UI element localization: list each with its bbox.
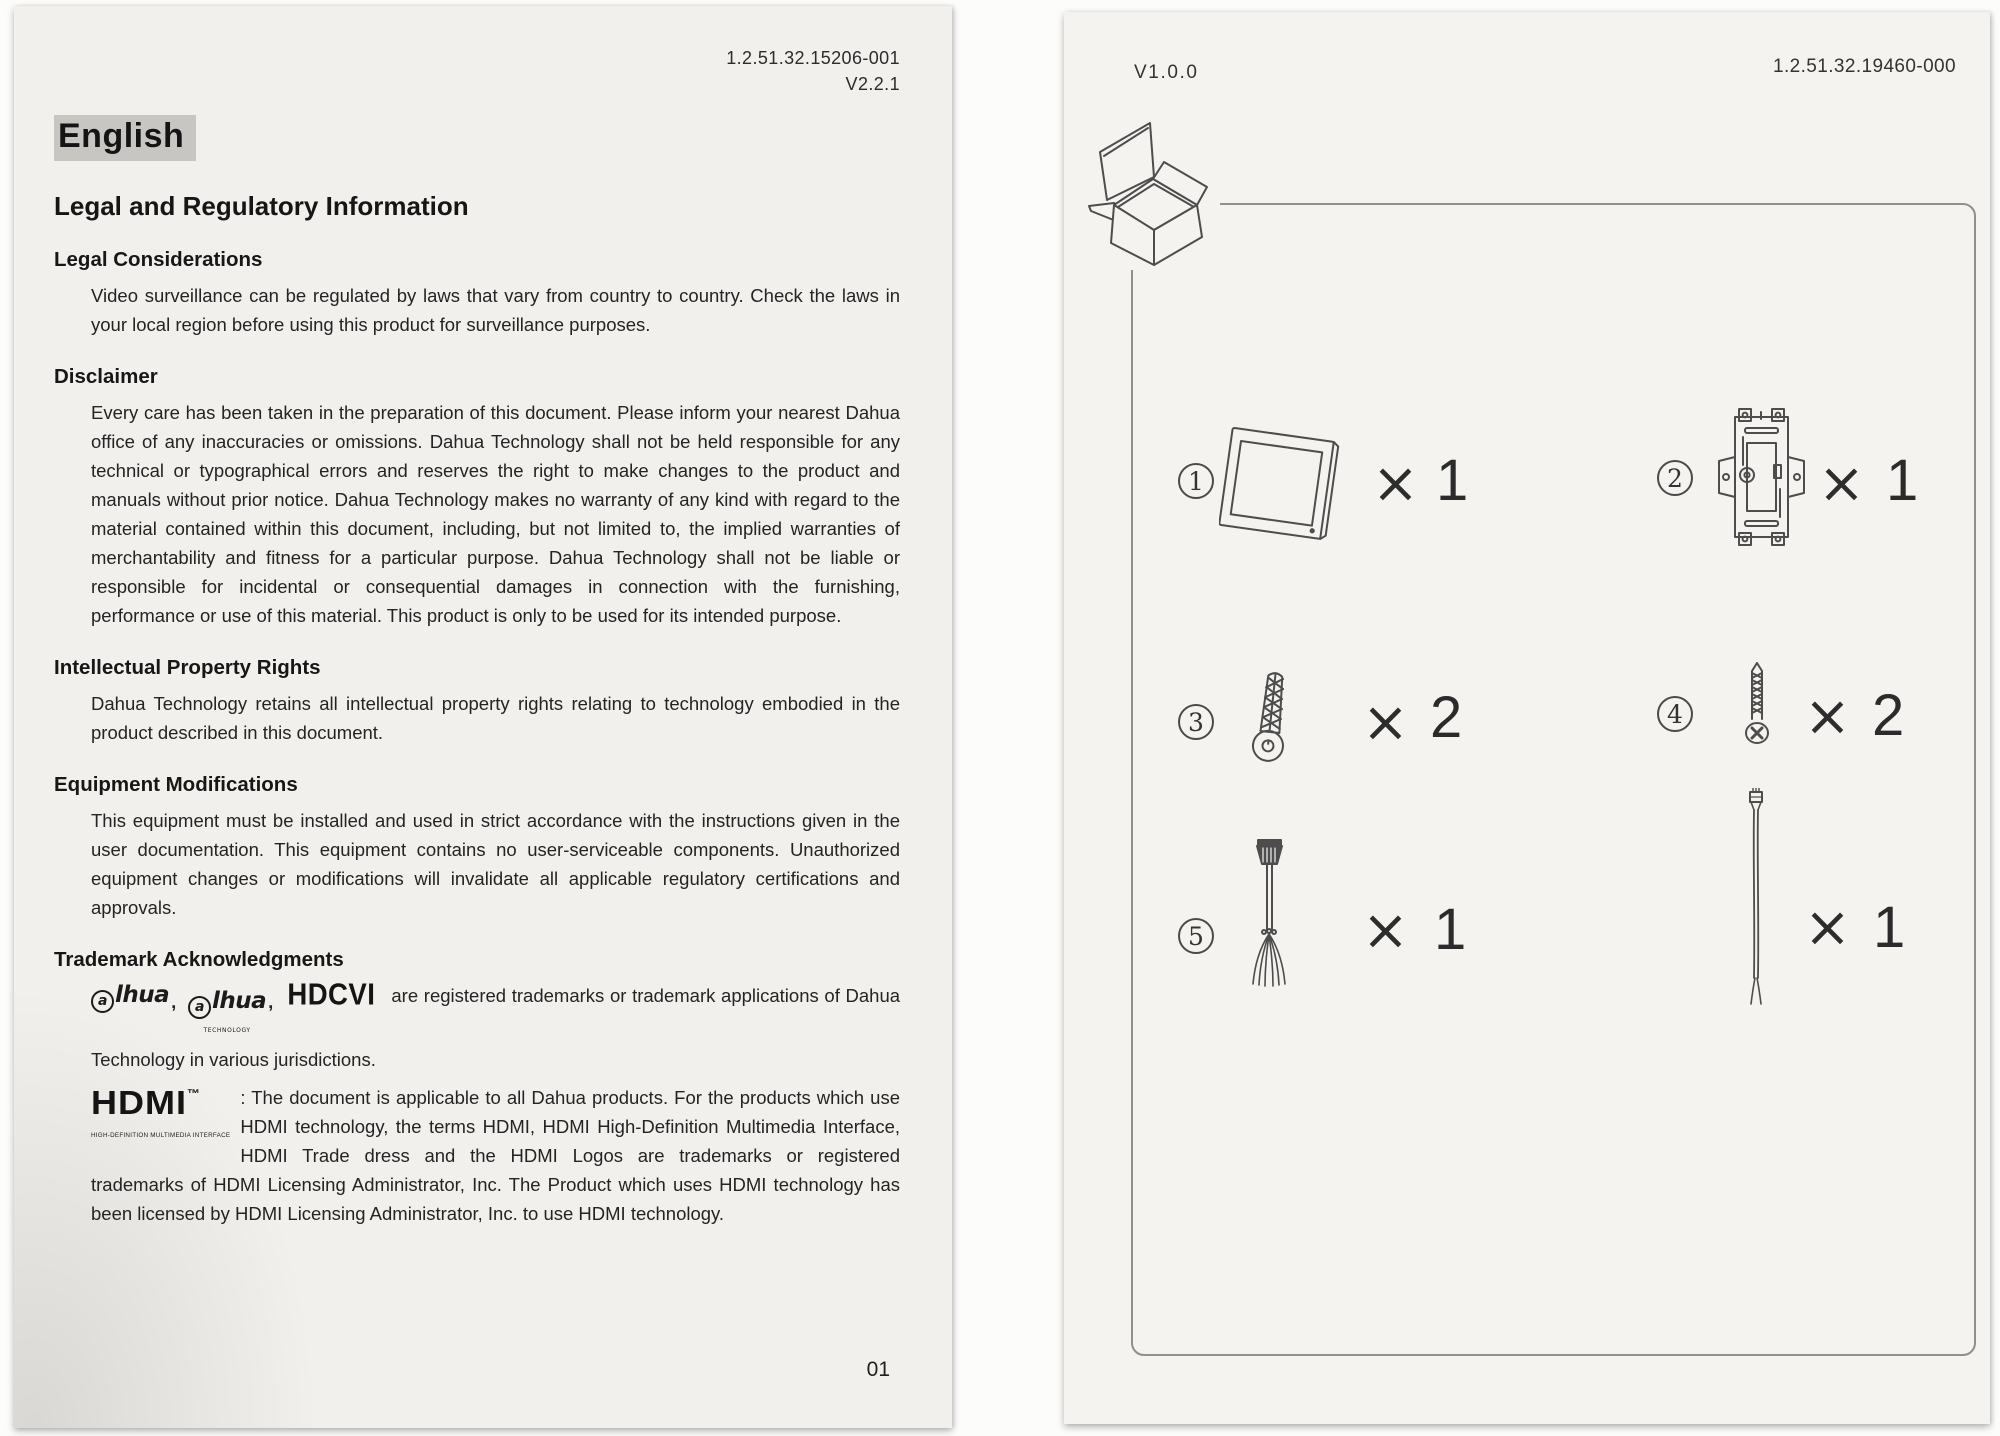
item-number-badge bbox=[1178, 463, 1214, 499]
section-body: This equipment must be installed and used in strict accordance with the instructions given in the user documentation. This equipment contains no user-serviceable components. Unauthorized equipment changes or modifications will invalidate all applicable regulatory certifications and approvals. bbox=[91, 810, 900, 919]
times-sign: × bbox=[1804, 684, 1851, 749]
section-legal-considerations bbox=[54, 248, 900, 339]
times-sign: × bbox=[1362, 690, 1409, 755]
times-sign: × bbox=[1362, 898, 1409, 963]
wall-mount-bracket-illustration bbox=[1714, 407, 1809, 549]
dahua-logo: a lhua bbox=[91, 982, 169, 1008]
hdmi-logo-text: HDMI™ bbox=[91, 1083, 200, 1122]
times-sign: × bbox=[1372, 451, 1419, 516]
times-sign: × bbox=[1818, 451, 1865, 516]
packing-list-page bbox=[1064, 12, 1990, 1424]
hdcvi-logo: HDCVI bbox=[287, 978, 376, 1012]
section-heading: Legal Considerations bbox=[54, 248, 263, 272]
item-number-badge bbox=[1178, 704, 1214, 740]
document-number: 1.2.51.32.15206-001 bbox=[726, 48, 900, 68]
section-body: Dahua Technology retains all intellectual property rights relating to technology embodied in the product described in this document. bbox=[91, 693, 900, 744]
section-heading: Disclaimer bbox=[54, 365, 158, 389]
item-quantity: 2 bbox=[1430, 685, 1463, 750]
hdmi-logo-caption: HIGH-DEFINITION MULTIMEDIA INTERFACE bbox=[91, 1132, 231, 1140]
item-number-badge bbox=[1178, 918, 1214, 954]
document-number: 1.2.51.32.19460-000 bbox=[1773, 56, 1956, 77]
item-number-badge bbox=[1657, 696, 1693, 732]
trademark-paragraph: a lhua , a lhua TECHNOLOGY , HDCVI are registered trademarks or trademark applications of Dahua Technology in various jurisdictions. bbox=[91, 978, 901, 1071]
section-intellectual-property-rights bbox=[54, 656, 900, 747]
packing-list-panel bbox=[1131, 203, 1976, 1356]
section-body: Video surveillance can be regulated by laws that vary from country to country. Check the laws in your local region before using this product for surveillance purposes. bbox=[91, 285, 900, 336]
trademark-statement: are registered trademarks or trademark applications of Dahua Technology in various jurisdictions. bbox=[91, 985, 901, 1071]
times-sign: × bbox=[1804, 895, 1851, 960]
section-disclaimer bbox=[54, 365, 900, 630]
section-heading: Intellectual Property Rights bbox=[54, 656, 321, 680]
open-carton-icon bbox=[1064, 90, 1364, 310]
two-wire-cable-illustration bbox=[1746, 788, 1766, 1012]
page-title: Legal and Regulatory Information bbox=[54, 191, 469, 222]
legal-page-content bbox=[14, 6, 952, 1228]
item-number-badge bbox=[1657, 460, 1693, 496]
section-trademark-acknowledgments bbox=[54, 948, 900, 1228]
expansion-bolt-illustration bbox=[1250, 668, 1292, 766]
dahua-technology-logo: a lhua TECHNOLOGY bbox=[188, 987, 266, 1045]
section-heading: Trademark Acknowledgments bbox=[54, 948, 344, 972]
indoor-monitor-illustration bbox=[1219, 397, 1344, 577]
hdmi-paragraph bbox=[91, 1083, 900, 1228]
document-version: V2.2.1 bbox=[845, 73, 900, 94]
item-number: 3 bbox=[1188, 707, 1204, 737]
item-number: 2 bbox=[1667, 463, 1683, 493]
hdmi-statement: : The document is applicable to all Dahua products. For the products which use HDMI technology, the terms HDMI, HDMI High-Definition Multimedia Interface, HDMI Trade dress and the HDMI Logos are trademarks or registered trademarks of HDMI Licensing Administrator, Inc. The Product which uses HDMI technology has been licensed by HDMI Licensing Administrator, Inc. to use HDMI technology. bbox=[91, 1087, 900, 1225]
document-header bbox=[54, 46, 900, 97]
page-number: 01 bbox=[866, 1358, 890, 1381]
wiring-harness-illustration bbox=[1247, 838, 1293, 988]
item-quantity: 1 bbox=[1886, 448, 1919, 513]
item-quantity: 1 bbox=[1873, 895, 1906, 960]
item-number: 1 bbox=[1188, 466, 1204, 496]
item-quantity: 2 bbox=[1872, 683, 1905, 748]
item-number: 5 bbox=[1188, 921, 1204, 951]
item-quantity: 1 bbox=[1434, 897, 1467, 962]
section-heading: Equipment Modifications bbox=[54, 773, 298, 797]
document-version: V1.0.0 bbox=[1134, 62, 1199, 83]
item-quantity: 1 bbox=[1436, 448, 1469, 513]
dahua-technology-logo-text: a lhua bbox=[188, 987, 266, 1019]
self-tapping-screw-illustration bbox=[1743, 661, 1771, 751]
hdmi-logo bbox=[91, 1083, 231, 1150]
section-body: Every care has been taken in the preparation of this document. Please inform your nearest Dahua office of any inaccuracies or omissions. Dahua Technology shall not be held responsible for any technical or typographical errors and reserves the right to make changes to the product and manuals without prior notice. Dahua Technology makes no warranty of any kind with regard to the material contained within this document, including, but not limited to, the implied warranties of merchantability and fitness for a particular purpose. Dahua Technology shall not be liable or responsible for incidental or consequential damages in connection with the furnishing, performance or use of this material. This product is only to be used for its intended purpose. bbox=[91, 402, 900, 627]
language-heading: English bbox=[54, 115, 196, 161]
item-number: 4 bbox=[1667, 699, 1683, 729]
legal-information-page bbox=[14, 6, 952, 1428]
section-equipment-modifications bbox=[54, 773, 900, 922]
